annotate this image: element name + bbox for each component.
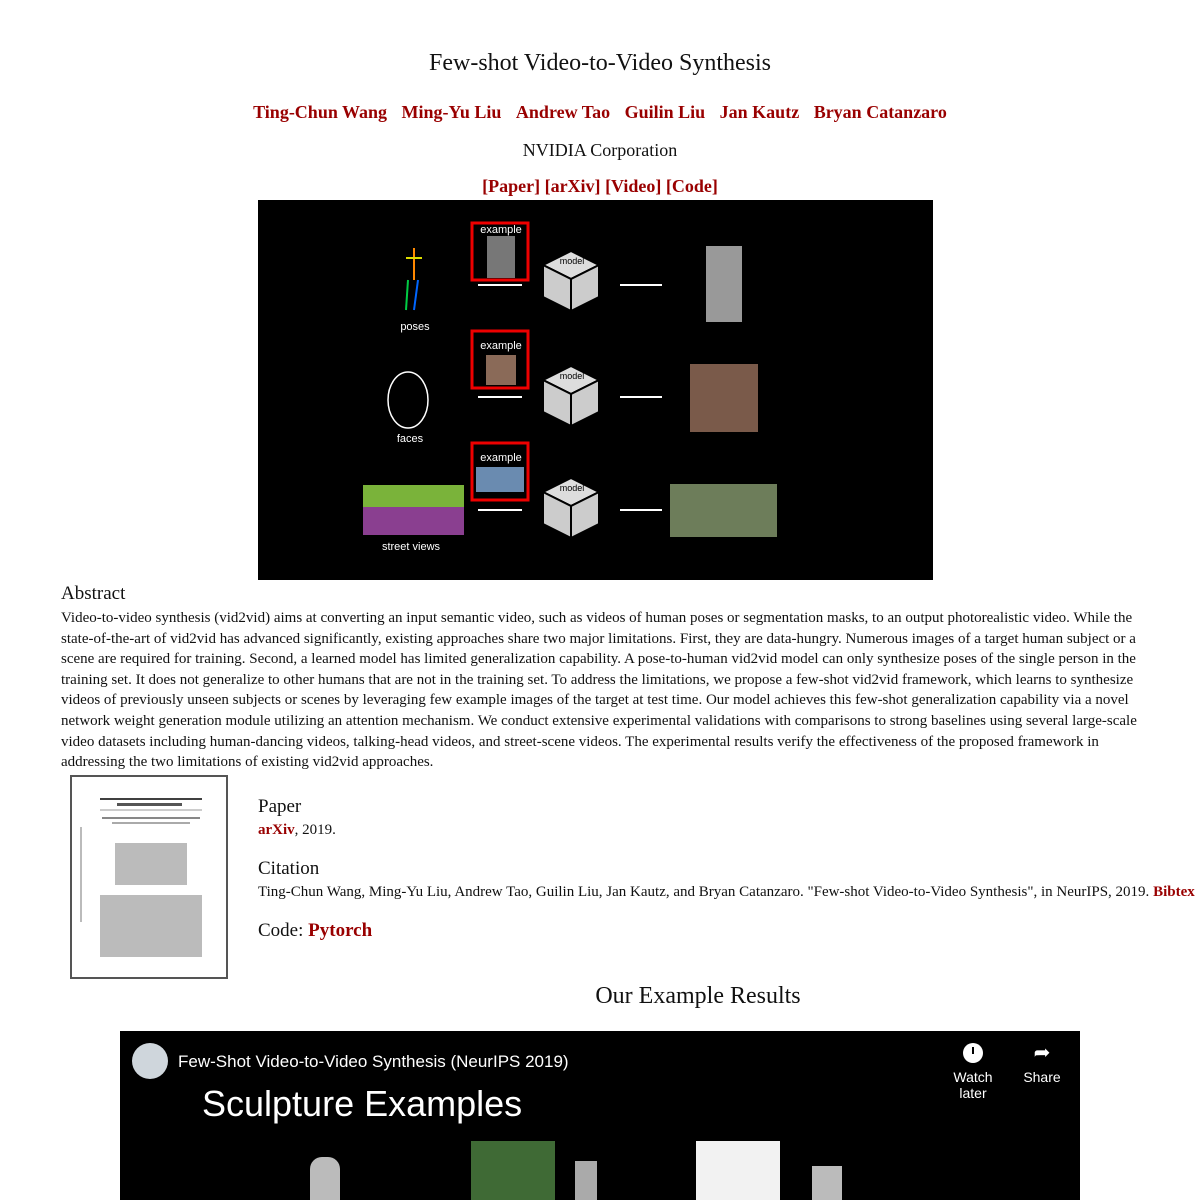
abstract-heading: Abstract bbox=[61, 583, 126, 604]
example-frame bbox=[471, 1141, 555, 1200]
paper-year: , 2019. bbox=[294, 822, 336, 838]
paper-info bbox=[258, 822, 336, 839]
sculpture-image bbox=[310, 1157, 340, 1200]
model-label: model bbox=[559, 371, 585, 381]
example-label: example bbox=[480, 452, 522, 464]
clock-icon bbox=[963, 1043, 983, 1063]
paper-link[interactable]: [Paper] bbox=[482, 176, 541, 196]
sculpture-image bbox=[575, 1161, 597, 1200]
slide-title: Sculpture Examples bbox=[202, 1083, 523, 1124]
abstract-text: Video-to-video synthesis (vid2vid) aims at converting an input semantic video, such as videos of human poses or segmentation masks, to an output photorealistic video. While the state-of-the-art of vid2vid has advanced significantly, existing approaches share two major limitations. First, they are data-hungry. Numerous images of a target human subject or a scene are required for training. Second, a learned model has limited generalization capability. A pose-to-human vid2vid model can only synthesize poses of the single person in the training set. It does not generalize to other humans that are not in the training set. To address the limitations, we propose a few-shot vid2vid framework, which learns to synthesize videos of previously unseen subjects or scenes by leveraging few example images of the target at test time. Our model achieves this few-shot generalization capability via a novel network weight generation module utilizing an attention mechanism. We conduct extensive experimental validations with comparisons to strong baselines using several large-scale video datasets including human-dancing videos, talking-head videos, and street-scene videos. The experimental results verify the effectiveness of the proposed framework in addressing the two limitations of existing vid2vid approaches. bbox=[61, 610, 1137, 771]
code-label: Code: bbox=[258, 920, 309, 941]
share-button[interactable] bbox=[1020, 1043, 1064, 1085]
citation-heading: Citation bbox=[258, 858, 320, 879]
sculpture-image bbox=[812, 1166, 842, 1200]
watch-later-button[interactable] bbox=[938, 1043, 1008, 1101]
share-label: Share bbox=[1023, 1069, 1061, 1085]
code-link[interactable]: [Code] bbox=[665, 176, 718, 196]
youtube-video-embed[interactable] bbox=[120, 1031, 1080, 1200]
paper-heading: Paper bbox=[258, 796, 302, 817]
code-section bbox=[258, 920, 372, 942]
affiliation: NVIDIA Corporation bbox=[522, 140, 678, 160]
page-title: Few-shot Video-to-Video Synthesis bbox=[429, 50, 771, 76]
author-link[interactable]: Guilin Liu bbox=[624, 102, 706, 122]
example-label: example bbox=[480, 340, 522, 352]
results-heading: Our Example Results bbox=[595, 983, 801, 1009]
model-label: model bbox=[559, 483, 585, 493]
teaser-figure bbox=[258, 200, 933, 580]
arxiv-link[interactable]: [arXiv] bbox=[544, 176, 601, 196]
arxiv-paper-link[interactable]: arXiv bbox=[258, 822, 295, 838]
author-link[interactable]: Ting-Chun Wang bbox=[253, 102, 388, 122]
pose-skeleton-icon bbox=[406, 248, 422, 310]
citation-text: Ting-Chun Wang, Ming-Yu Liu, Andrew Tao, Guilin Liu, Jan Kautz, and Bryan Catanzaro. "Few-shot Video-to-Video Synthesis", in NeurIPS, 2019. bbox=[258, 884, 1154, 900]
author-link[interactable]: Ming-Yu Liu bbox=[401, 102, 502, 122]
paper-thumbnail[interactable] bbox=[70, 775, 228, 979]
pytorch-link[interactable]: Pytorch bbox=[308, 920, 373, 941]
bibtex-link[interactable]: Bibtex bbox=[1153, 884, 1195, 900]
citation bbox=[258, 884, 1195, 901]
share-arrow-icon: ➦ bbox=[1033, 1042, 1051, 1064]
model-label: model bbox=[559, 256, 585, 266]
author-list bbox=[0, 102, 1200, 123]
resource-links bbox=[0, 176, 1200, 197]
watch-later-label: Watch later bbox=[953, 1069, 993, 1101]
row-label: poses bbox=[400, 321, 430, 333]
video-title[interactable]: Few-Shot Video-to-Video Synthesis (NeurIPS 2019) bbox=[178, 1052, 569, 1071]
channel-avatar[interactable] bbox=[132, 1043, 168, 1079]
video-link[interactable]: [Video] bbox=[605, 176, 662, 196]
row-label: faces bbox=[396, 433, 424, 445]
author-link[interactable]: Jan Kautz bbox=[719, 102, 800, 122]
example-label: example bbox=[480, 224, 522, 236]
author-link[interactable]: Andrew Tao bbox=[515, 102, 611, 122]
example-frame bbox=[696, 1141, 780, 1200]
author-link[interactable]: Bryan Catanzaro bbox=[813, 102, 947, 122]
row-label: street views bbox=[381, 541, 441, 553]
